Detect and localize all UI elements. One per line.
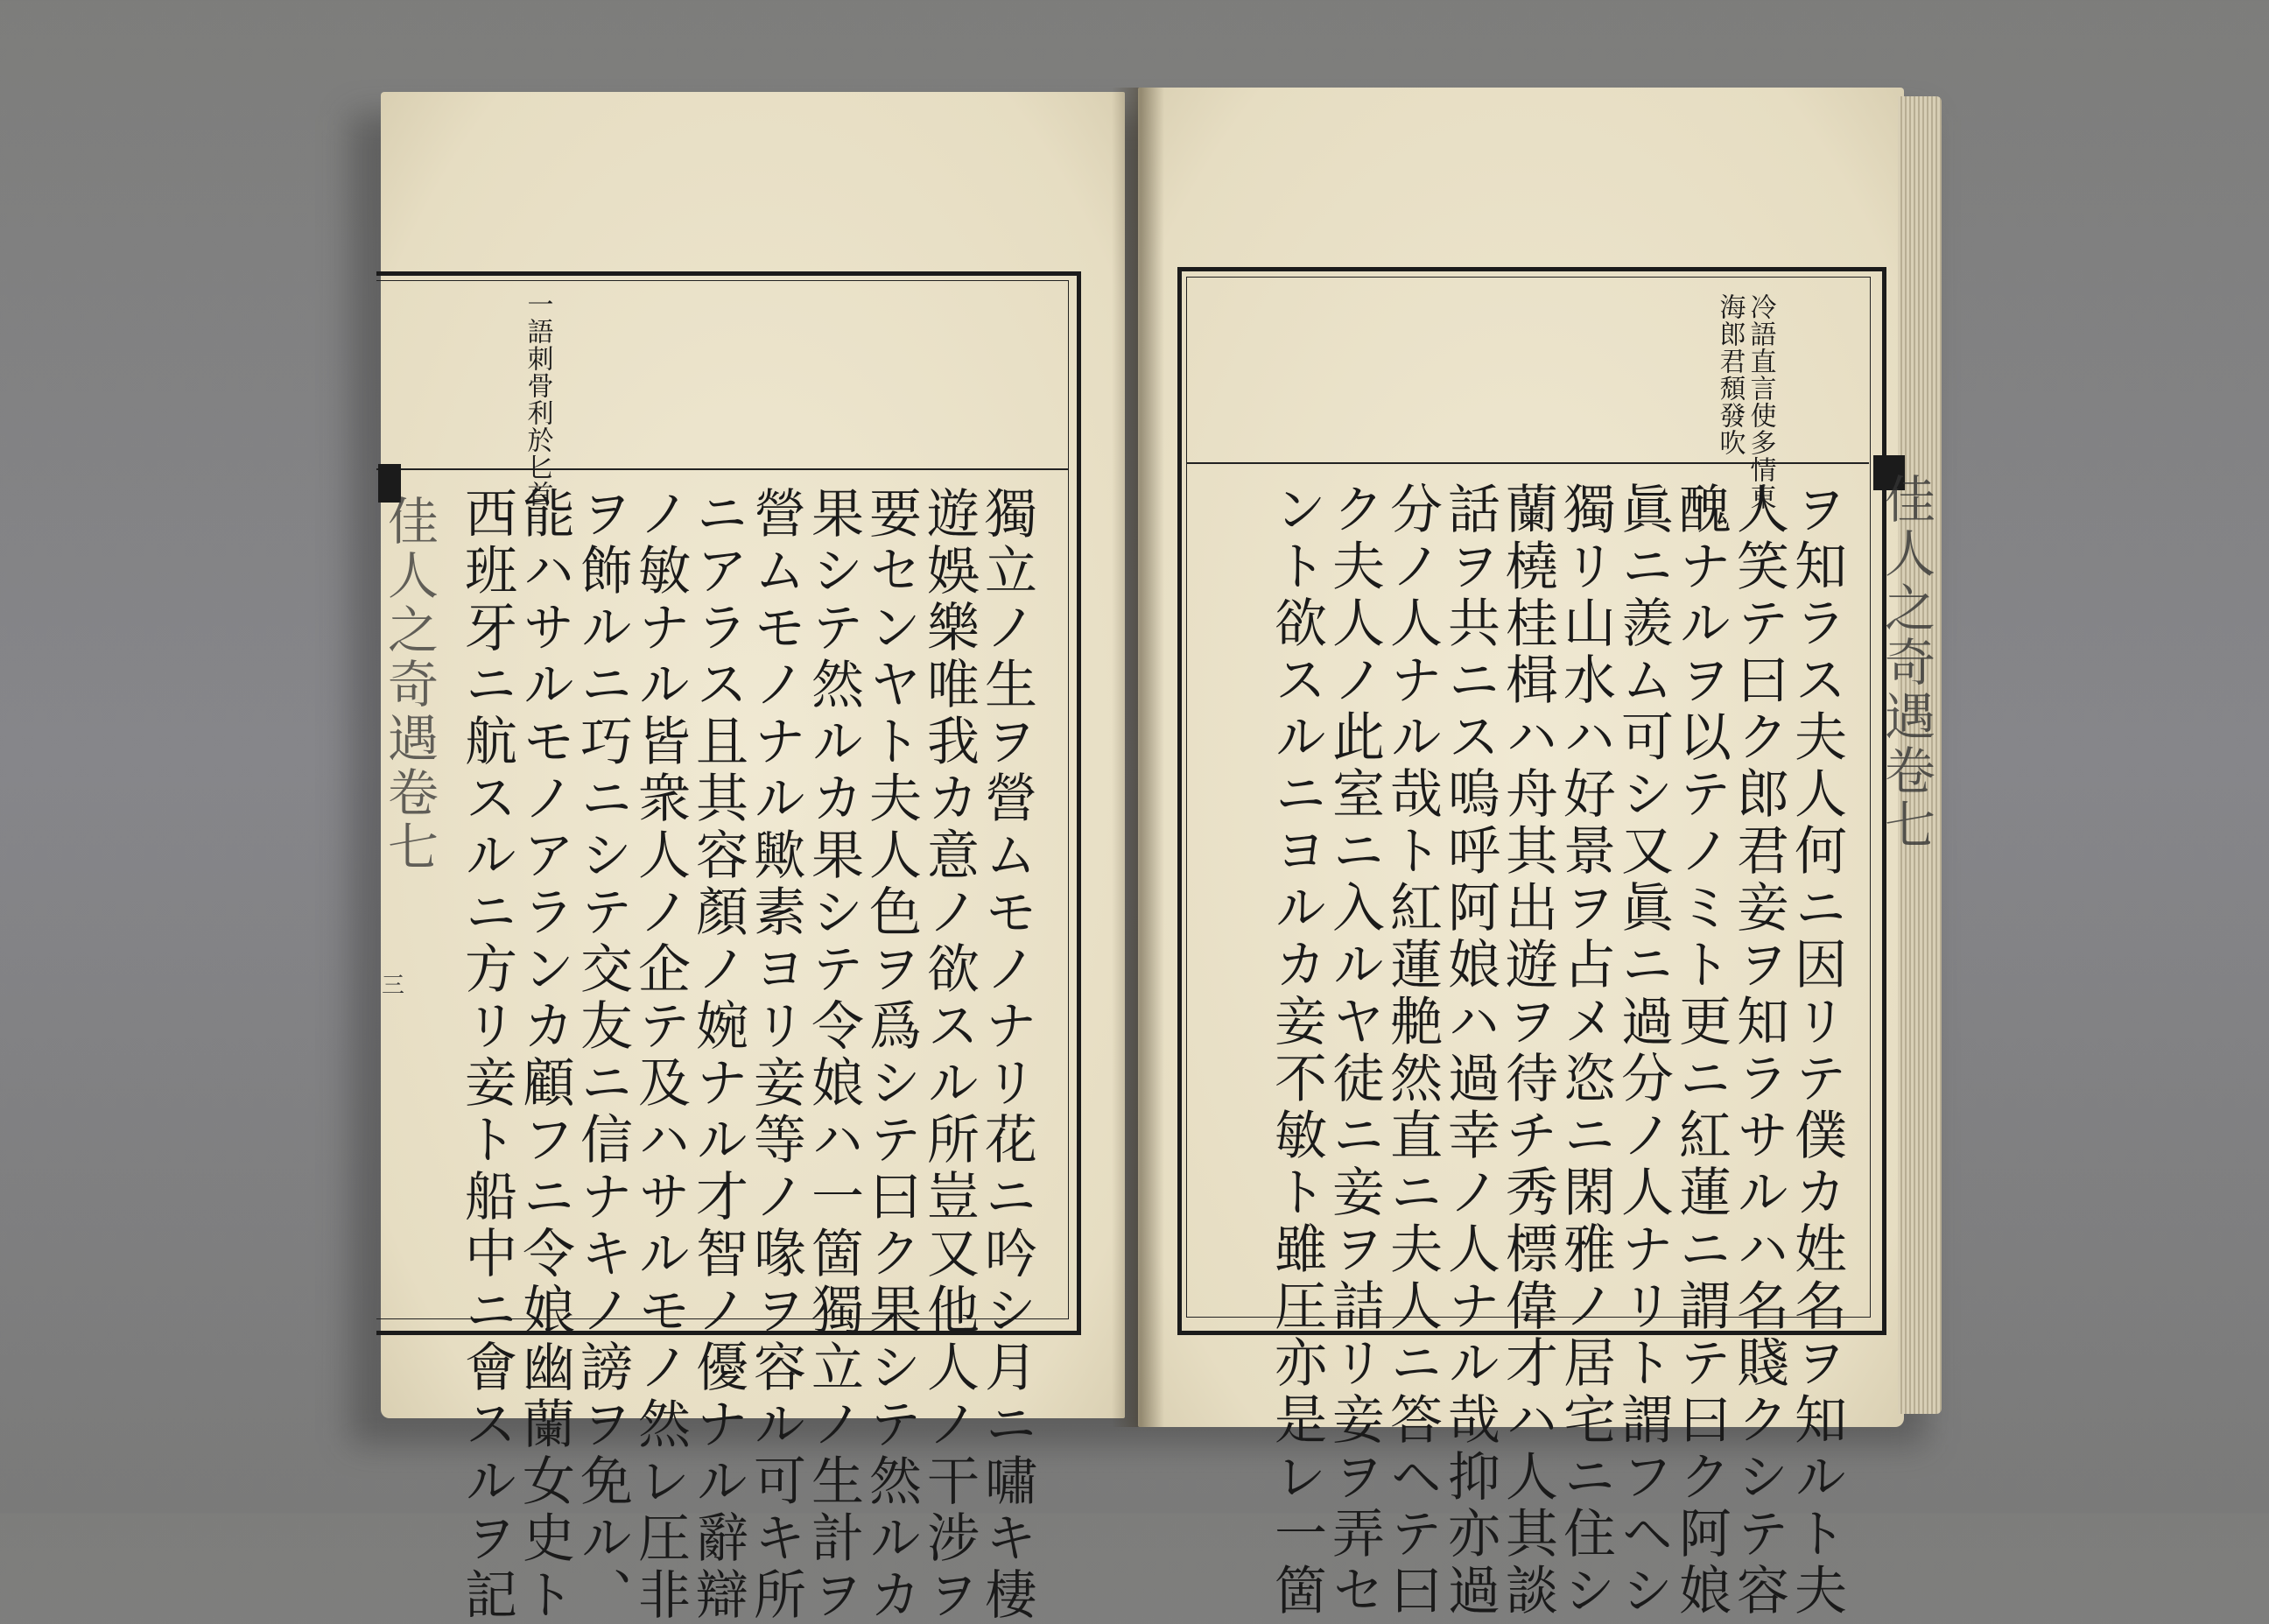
right-margin-title: 佳人之奇遇卷七	[1876, 473, 1935, 853]
left-headnote-divider	[376, 468, 1068, 470]
left-text-column-1: 獨立ノ生ヲ營ムモノナリ花ニ吟シ月ニ嘯キ棲	[976, 486, 1037, 1624]
left-text-column-4: 果シテ然ルカ果シテ令娘ハ一箇獨立ノ生計ヲ	[803, 486, 864, 1624]
right-text-column-9: ク夫人ノ此室ニ入ルヤ徒ニ妾ヲ詰リ妾ヲ弄セ	[1324, 482, 1385, 1620]
left-text-column-10: 西班牙ニ航スルニ方リ妾ト船中ニ會スルヲ記	[456, 486, 517, 1624]
right-text-column-5: 獨リ山水ハ好景ヲ占メ恣ニ閑雅ノ居宅ニ住シ	[1555, 482, 1616, 1620]
left-text-column-2: 遊娛樂唯我カ意ノ欲スル所豈又他人ノ干涉ヲ	[918, 486, 980, 1624]
left-text-column-6: ニアラス且其容顏ノ婉ナル才智ノ優ナル辭辯	[687, 486, 748, 1624]
left-text-column-8: ヲ飾ルニ巧ニシテ交友ニ信ナキノ謗ヲ免ル、	[572, 486, 633, 1624]
book-gutter	[1112, 88, 1164, 1427]
right-text-column-8: 分ノ人ナル哉ト紅蓮艴然直ニ夫人ニ答ヘテ曰	[1381, 482, 1443, 1620]
right-headnote-1: 冷語直言使多情東	[1745, 293, 1776, 510]
left-text-column-3: 要センヤト夫人色ヲ爲シテ曰ク果シテ然ルカ	[861, 486, 922, 1624]
left-text-column-5: 營ムモノナル歟素ヨリ妾等ノ喙ヲ容ル可キ所	[745, 486, 806, 1624]
right-text-column-10: ント欲スルニヨルカ妾不敏ト雖圧亦是レ一箇	[1266, 482, 1327, 1620]
right-text-column-6: 蘭橈桂楫ハ舟其出遊ヲ待チ秀標偉才ハ人其談	[1497, 482, 1558, 1620]
right-headnote-2: 海郎君頹發吹	[1714, 293, 1746, 456]
left-text-column-7: ノ敏ナル皆衆人ノ企テ及ハサルモノ然レ圧非	[629, 486, 691, 1624]
left-folio: 三	[382, 973, 405, 999]
right-text-column-7: 話ヲ共ニス嗚呼阿娘ハ過幸ノ人ナル哉抑亦過	[1439, 482, 1500, 1620]
right-text-column-2: 人笑テ曰ク郎君妾ヲ知ラサルハ名賤クシテ容	[1728, 482, 1789, 1620]
left-headnote: 一語刺骨利於匕首	[522, 291, 553, 508]
left-text-column-9: 能ハサルモノアランカ顧フニ令娘幽蘭女史ト	[514, 486, 575, 1624]
right-text-column-1: ヲ知ラス夫人何ニ因リテ僕カ姓名ヲ知ルト夫	[1786, 482, 1847, 1620]
right-text-column-4: 眞ニ羨ム可シ又眞ニ過分ノ人ナリト謂フヘシ	[1612, 482, 1674, 1620]
right-text-column-3: 醜ナルヲ以テノミト更ニ紅蓮ニ謂テ曰ク阿娘	[1670, 482, 1732, 1620]
left-margin-title: 佳人之奇遇卷七	[379, 495, 439, 875]
